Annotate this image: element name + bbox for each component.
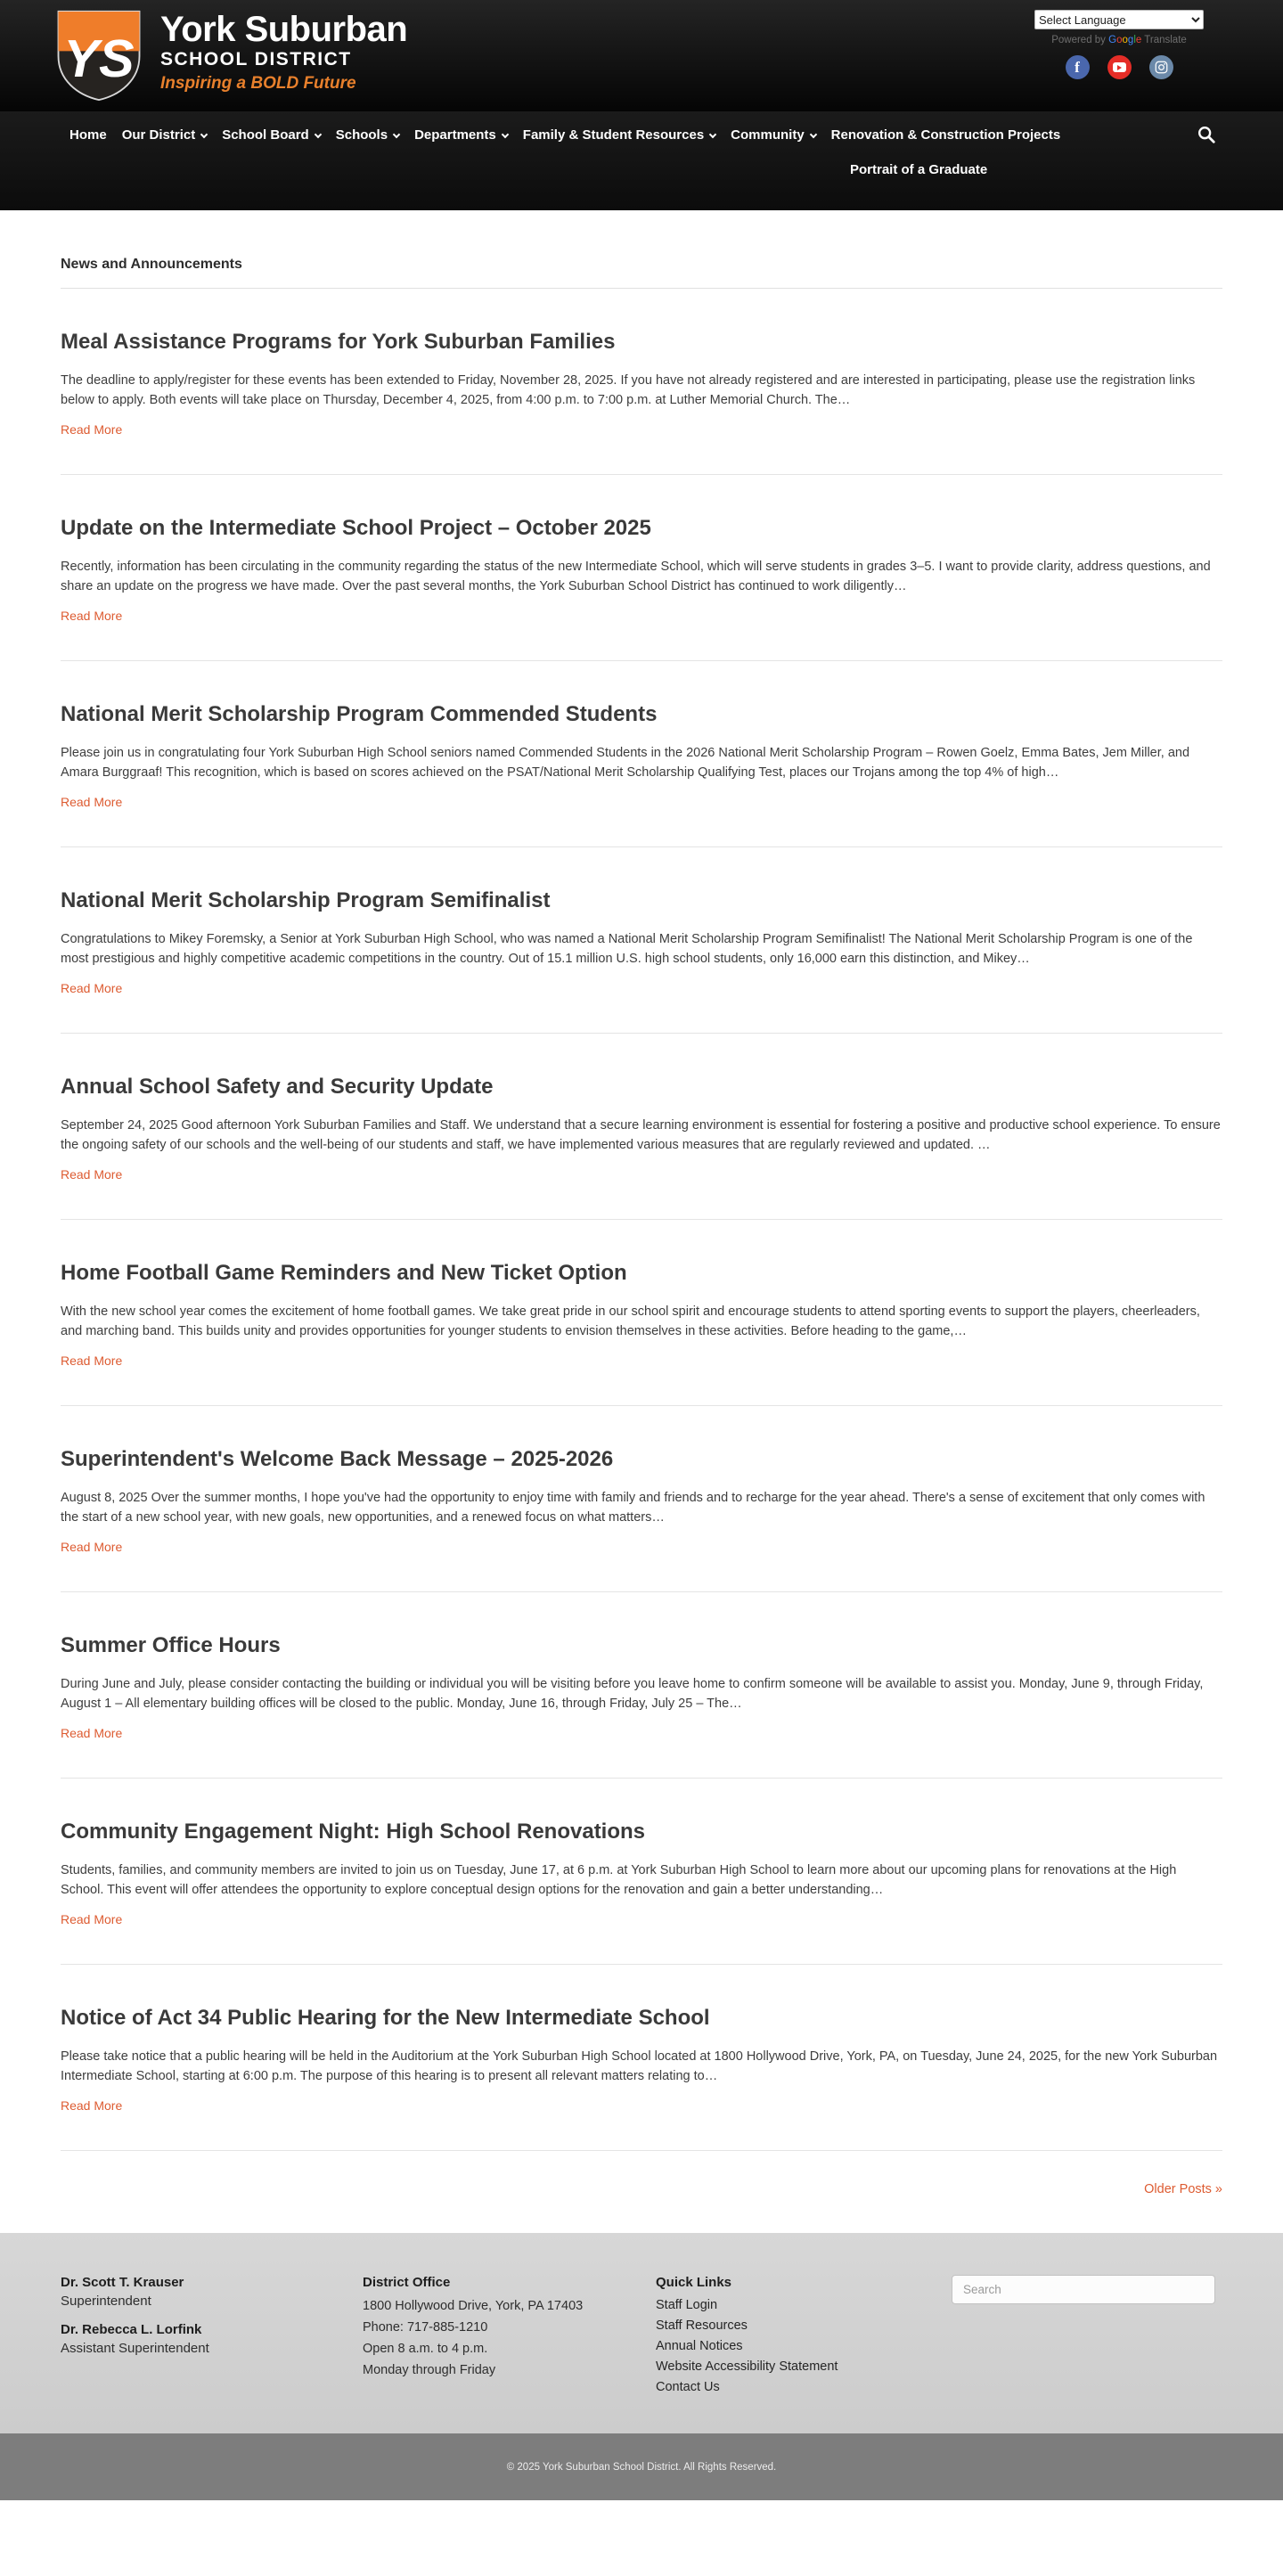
news-article	[61, 847, 1222, 1034]
district-name: York Suburban	[160, 10, 408, 49]
article-title: Meal Assistance Programs for York Suburban Families	[61, 330, 616, 354]
district-logo[interactable]	[52, 9, 407, 102]
news-section	[61, 210, 1222, 2233]
google-translate-credit	[1032, 35, 1206, 45]
google-letter: e	[1135, 35, 1142, 45]
district-office-days: Monday through Friday	[363, 2363, 496, 2377]
article-excerpt: Students, families, and community members are invited to join us on Tuesday, June 17, at 6 p.m. at York Suburban High School to learn more about our upcoming plans for renovations at the High School. This event will offer attendees the opportunity to explore conceptual design options for the renovation and gain a better understanding…	[61, 1863, 1177, 1897]
google-letter: l	[1133, 35, 1136, 45]
district-tagline: Inspiring a BOLD Future	[160, 74, 356, 94]
article-excerpt: Please take notice that a public hearing will be held in the Auditorium at the York Suburban High School located at 1800 Hollywood Drive, York, PA, on Tuesday, June 24, 2025, for the new York Suburban Intermediate School, starting at 6:00 p.m. The purpose of this hearing is to present all relevant matters relating to…	[61, 2049, 1218, 2083]
article-title: Home Football Game Reminders and New Ticket Option	[61, 1261, 627, 1285]
read-more-link[interactable]: Read More	[61, 1540, 123, 1554]
article-excerpt: The deadline to apply/register for these events has been extended to Friday, November 28, 2025. If you have not already registered and are interested in participating, please use the registration links below to apply. Both events will take place on Thursday, December 4, 2025, from 4:00 p.m. to 7:00 p.m. at Luther Memorial Church. The…	[61, 373, 1196, 407]
read-more-link[interactable]: Read More	[61, 1353, 123, 1368]
nav-secondary-row	[0, 162, 1283, 178]
footer-person	[61, 2322, 363, 2356]
chevron-down-icon	[809, 131, 816, 138]
nav-menu	[0, 127, 1283, 143]
pagination	[61, 2151, 1222, 2233]
article-excerpt: During June and July, please consider contacting the building or individual you will be visiting before you leave home to confirm someone will be available to assist you. Monday, June 9, through Friday, August 1 – All elementary building offices will be closed to the public. Monday, June 16, through Friday, July 25 – The…	[61, 1677, 1204, 1711]
article-excerpt: Congratulations to Mikey Foremsky, a Senior at York Suburban High School, who was named a National Merit Scholarship Program Semifinalist! The National Merit Scholarship Program is one of the most prestigious and highly competitive academic competitions in the country. Out of 15.1 million U.S. high school students, only 16,000 earn this distinction, and Mikey…	[61, 932, 1193, 966]
read-more-link[interactable]: Read More	[61, 795, 123, 809]
quick-link-staff-login[interactable]: Staff Login	[656, 2298, 718, 2312]
district-office-address: 1800 Hollywood Drive, York, PA 17403	[363, 2299, 584, 2313]
quick-link-contact-us[interactable]: Contact Us	[656, 2380, 720, 2394]
nav-item-our-district[interactable]	[122, 127, 208, 143]
nav-link-home[interactable]: Home	[69, 127, 107, 143]
footer-person	[61, 2275, 363, 2309]
instagram-icon[interactable]	[1149, 55, 1173, 79]
nav-link-school-board[interactable]: School Board	[222, 127, 321, 143]
article-excerpt: August 8, 2025 Over the summer months, I hope you've had the opportunity to enjoy time with family and friends and to recharge for the year ahead. There's a sense of excitement that only comes with the start of a new school year, with new goals, new opportunities, and a renewed focus on what matters…	[61, 1491, 1205, 1525]
ys-monogram: YS	[63, 29, 135, 89]
footer-district-office	[363, 2275, 656, 2398]
nav-link-renovation-projects[interactable]: Renovation & Construction Projects	[830, 127, 1061, 143]
article-excerpt: Please join us in congratulating four York Suburban High School seniors named Commended Students in the 2026 National Merit Scholarship Program – Rowen Goelz, Emma Bates, Jem Miller, and Amara Burggraaf! This recognition, which is based on scores achieved on the PSAT/National Merit Scholarship Qualifying Test, places our Trojans among the top 4% of high…	[61, 746, 1190, 780]
main-nav	[0, 111, 1283, 210]
person-name: Dr. Rebecca L. Lorfink	[61, 2322, 202, 2337]
social-links	[1032, 55, 1206, 79]
nav-item-community[interactable]	[731, 127, 816, 143]
nav-link-our-district[interactable]: Our District	[122, 127, 208, 143]
nav-link-schools[interactable]: Schools	[336, 127, 399, 143]
person-role: Assistant Superintendent	[61, 2341, 209, 2356]
google-letter: g	[1127, 35, 1134, 45]
article-title: Annual School Safety and Security Update	[61, 1075, 494, 1099]
bottom-bar	[0, 2433, 1283, 2500]
news-article	[61, 289, 1222, 475]
news-article	[61, 1220, 1222, 1406]
google-letter: o	[1116, 35, 1123, 45]
search-button[interactable]	[1197, 125, 1216, 147]
youtube-play-glyph	[1113, 62, 1126, 72]
copyright-text: © 2025 York Suburban School District. All Rights Reserved.	[506, 2461, 777, 2473]
article-title: National Merit Scholarship Program Commended Students	[61, 702, 658, 726]
article-title: Community Engagement Night: High School Renovations	[61, 1820, 646, 1844]
nav-item-renovation-projects[interactable]	[831, 127, 1061, 143]
footer-administrators	[61, 2275, 363, 2398]
read-more-link[interactable]: Read More	[61, 609, 123, 623]
article-excerpt: With the new school year comes the excitement of home football games. We take great pride in our school spirit and encourage students to attend sporting events to support the players, cheerleaders, and marching band. This builds unity and provides opportunities for younger students to envision themselves in these activities. Before heading to the game,…	[61, 1304, 1200, 1338]
site-footer	[0, 2233, 1283, 2433]
instagram-camera-glyph	[1155, 61, 1168, 74]
read-more-link[interactable]: Read More	[61, 1912, 123, 1926]
news-article	[61, 475, 1222, 661]
footer-quick-links	[656, 2275, 952, 2398]
chevron-down-icon	[709, 131, 716, 138]
read-more-link[interactable]: Read More	[61, 1726, 123, 1740]
article-excerpt: Recently, information has been circulating in the community regarding the status of the new Intermediate School, which will serve students in grades 3–5. I want to provide clarity, address questions, and share an update on the progress we have made. Over the past several months, the York Suburban School District has continued to work diligently…	[61, 560, 1211, 593]
search-input[interactable]	[952, 2275, 1215, 2304]
nav-item-home[interactable]	[69, 127, 107, 143]
google-wordmark	[1108, 35, 1141, 45]
nav-link-portrait-of-a-graduate[interactable]: Portrait of a Graduate	[850, 162, 988, 177]
footer-search	[952, 2275, 1222, 2398]
nav-link-community[interactable]: Community	[731, 127, 816, 143]
district-subtitle: SCHOOL DISTRICT	[160, 49, 352, 70]
google-letter: o	[1122, 35, 1128, 45]
article-title: Summer Office Hours	[61, 1633, 281, 1657]
news-article	[61, 1406, 1222, 1592]
quick-link-annual-notices[interactable]: Annual Notices	[656, 2339, 743, 2353]
nav-item-departments[interactable]	[414, 127, 508, 143]
chevron-down-icon	[393, 131, 400, 138]
person-name: Dr. Scott T. Krauser	[61, 2275, 184, 2290]
quick-link-accessibility-statement[interactable]: Website Accessibility Statement	[656, 2359, 838, 2374]
facebook-icon[interactable]: f	[1066, 55, 1090, 79]
news-article	[61, 1965, 1222, 2151]
district-office-title: District Office	[363, 2275, 451, 2290]
translate-suffix: Translate	[1144, 35, 1187, 45]
district-office-phone: Phone: 717-885-1210	[363, 2320, 488, 2335]
nav-item-school-board[interactable]	[222, 127, 321, 143]
language-select[interactable]	[1034, 10, 1204, 29]
person-role: Superintendent	[61, 2294, 151, 2309]
news-article	[61, 1779, 1222, 1965]
google-letter: G	[1108, 35, 1117, 45]
article-title: Update on the Intermediate School Project – October 2025	[61, 516, 651, 540]
translate-prefix: Powered by	[1051, 35, 1106, 45]
quick-links-title: Quick Links	[656, 2275, 732, 2290]
nav-item-schools[interactable]	[336, 127, 399, 143]
article-title: Superintendent's Welcome Back Message – 2025-2026	[61, 1447, 614, 1471]
search-icon	[1197, 125, 1216, 144]
read-more-link[interactable]: Read More	[61, 981, 123, 995]
news-article	[61, 661, 1222, 847]
read-more-link[interactable]: Read More	[61, 2098, 123, 2113]
header-utilities	[1032, 10, 1206, 79]
nav-link-family-student-resources[interactable]: Family & Student Resources	[523, 127, 715, 143]
nav-item-family-student-resources[interactable]	[523, 127, 715, 143]
older-posts-link[interactable]: Older Posts »	[1144, 2182, 1222, 2196]
page-title: News and Announcements	[61, 257, 1222, 289]
ys-shield-icon	[52, 9, 146, 102]
chevron-down-icon	[200, 131, 208, 138]
article-title: National Merit Scholarship Program Semifinalist	[61, 888, 551, 912]
news-article	[61, 1034, 1222, 1220]
nav-link-departments[interactable]: Departments	[414, 127, 508, 143]
quick-link-staff-resources[interactable]: Staff Resources	[656, 2318, 748, 2333]
youtube-icon[interactable]	[1107, 55, 1132, 79]
news-article	[61, 1592, 1222, 1779]
article-title: Notice of Act 34 Public Hearing for the New Intermediate School	[61, 2006, 710, 2030]
read-more-link[interactable]: Read More	[61, 422, 123, 437]
read-more-link[interactable]: Read More	[61, 1167, 123, 1182]
district-office-hours: Open 8 a.m. to 4 p.m.	[363, 2342, 488, 2356]
article-excerpt: September 24, 2025 Good afternoon York Suburban Families and Staff. We understand that a secure learning environment is essential for fostering a positive and productive school experience. To ensure the ongoing safety of our schools and the well-being of our students and staff, we have implemented various measures that are regularly reviewed and updated. …	[61, 1118, 1221, 1152]
chevron-down-icon	[314, 131, 321, 138]
chevron-down-icon	[502, 131, 509, 138]
site-header	[0, 0, 1283, 111]
